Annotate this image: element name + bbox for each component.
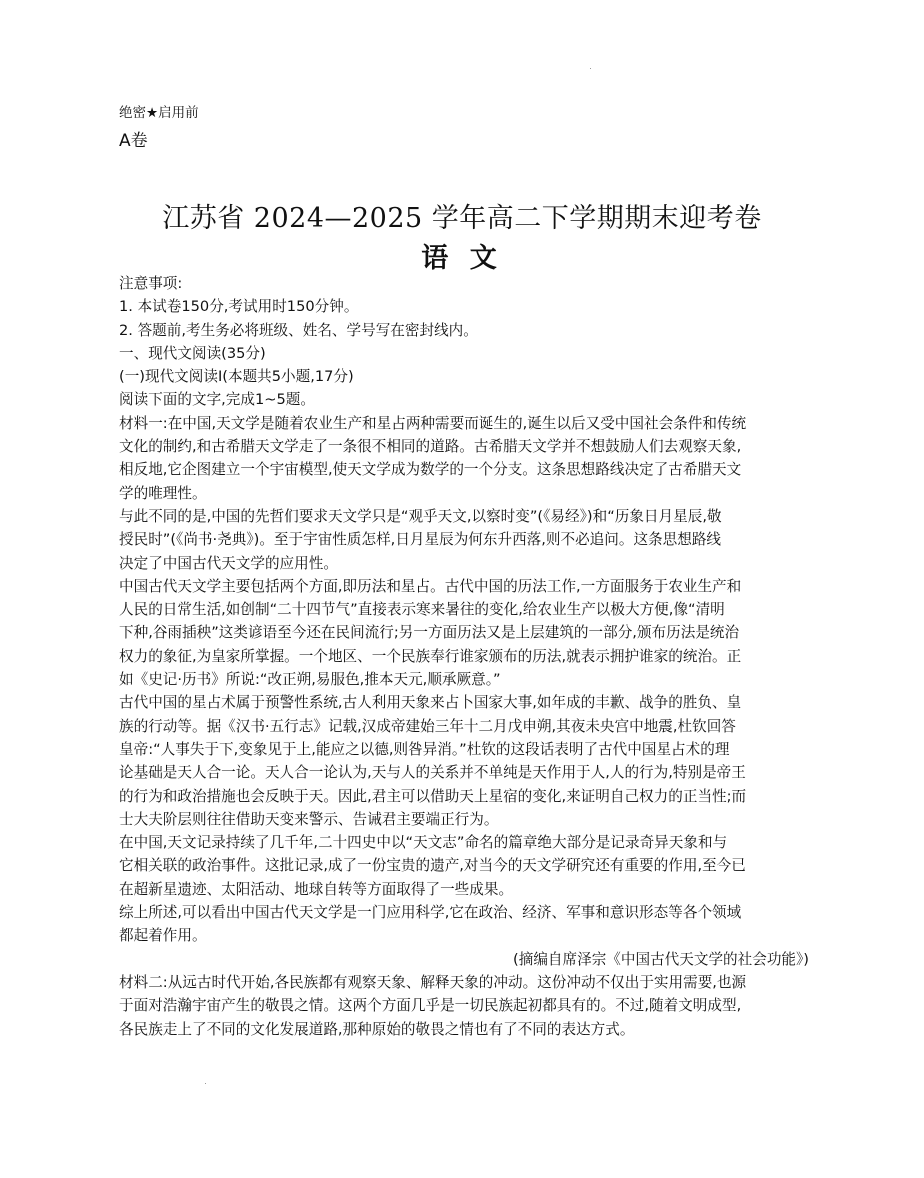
text-line: 在超新星遗迹、太阳活动、地球自转等方面取得了一些成果。 xyxy=(119,880,514,898)
exam-body xyxy=(119,272,809,1041)
paper-label: A卷 xyxy=(119,131,148,151)
text-line: 士大夫阶层则往往借助天变来警示、告诫君主要端正行为。 xyxy=(119,810,499,828)
text-line: 决定了中国古代天文学的应用性。 xyxy=(119,554,338,572)
text-line: 皇帝:“人事失于下,变象见于上,能应之以德,则咎异消。”杜钦的这段话表明了古代中国星占术的理 xyxy=(119,740,730,758)
text-line: 中国古代天文学主要包括两个方面,即历法和星占。古代中国的历法工作,一方面服务于农业生产和 xyxy=(119,577,742,595)
text-line: 学的唯理性。 xyxy=(119,484,207,502)
text-line: 如《史记·历书》所说:“改正朔,易服色,推本天元,顺承厥意。” xyxy=(119,671,501,689)
speck xyxy=(205,1083,206,1084)
text-line: 阅读下面的文字,完成1~5题。 xyxy=(119,391,315,409)
subsection-heading: (一)现代文阅读Ⅰ(本题共5小题,17分) xyxy=(119,368,354,386)
text-line: 权力的象征,为皇家所掌握。一个地区、一个民族奉行谁家颁布的历法,就表示拥护谁家的统治。正 xyxy=(119,647,742,665)
text-line: 的行为和政治措施也会反映于天。因此,君主可以借助天上星宿的变化,来证明自己权力的正当性;而 xyxy=(119,787,747,805)
text-line: 各民族走上了不同的文化发展道路,那种原始的敬畏之情也有了不同的表达方式。 xyxy=(119,1020,635,1038)
text-line: 论基础是天人合一论。天人合一论认为,天与人的关系并不单纯是天作用于人,人的行为,特别是帝王 xyxy=(119,764,746,782)
text-line: 注意事项: xyxy=(119,275,183,292)
exam-title: 江苏省 2024—2025 学年高二下学期期末迎考卷 xyxy=(162,203,762,234)
text-line: 族的行动等。据《汉书·五行志》记载,汉成帝建始三年十二月戊申朔,其夜未央宫中地震,杜钦回答 xyxy=(119,717,736,735)
text-line: 材料二:从远古时代开始,各民族都有观察天象、解释天象的冲动。这份冲动不仅出于实用需要,也源 xyxy=(119,973,747,991)
text-line: 古代中国的星占术属于预警性系统,古人利用天象来占卜国家大事,如年成的丰歉、战争的胜负、皇 xyxy=(119,694,742,712)
text-line: 在中国,天文记录持续了几千年,二十四史中以“天文志”命名的篇章绝大部分是记录奇异天象和与 xyxy=(119,834,728,852)
text-line: 2. 答题前,考生务必将班级、姓名、学号写在密封线内。 xyxy=(119,321,478,339)
text-line: 1. 本试卷150分,考试用时150分钟。 xyxy=(119,298,359,316)
text-line: 人民的日常生活,如创制“二十四节气”直接表示寒来暑往的变化,给农业生产以极大方便,像“清明 xyxy=(119,601,725,619)
text-line: 都起着作用。 xyxy=(119,927,207,945)
speck xyxy=(590,68,591,69)
text-line: 文化的制约,和古希腊天文学走了一条很不相同的道路。古希腊天文学并不想鼓励人们去观察天象, xyxy=(119,438,742,456)
text-line: 于面对浩瀚宇宙产生的敬畏之情。这两个方面几乎是一切民族起初都具有的。不过,随着文明成型, xyxy=(119,997,742,1015)
text-line: 综上所述,可以看出中国古代天文学是一门应用科学,它在政治、经济、军事和意识形态等各个领域 xyxy=(119,904,742,922)
text-line: 与此不同的是,中国的先哲们要求天文学只是“观乎天文,以察时变”(《易经》)和“历象日月星辰,敬 xyxy=(119,507,722,525)
text-line: 下种,谷雨插秧”这类谚语至今还在民间流行;另一方面历法又是上层建筑的一部分,颁布历法是统治 xyxy=(119,624,740,642)
secret-mark: 绝密★启用前 xyxy=(119,105,199,121)
subject-title: 语 文 xyxy=(421,243,503,274)
text-line: 材料一:在中国,天文学是随着农业生产和星占两种需要而诞生的,诞生以后又受中国社会条件和传统 xyxy=(119,414,747,432)
text-line: 它相关联的政治事件。这批记录,成了一份宝贵的遗产,对当今的天文学研究还有重要的作用,至今已 xyxy=(119,857,746,875)
section-heading: 一、现代文阅读(35分) xyxy=(119,344,266,362)
text-line: 授民时”(《尚书·尧典》)。至于宇宙性质怎样,日月星辰为何东升西落,则不必追问。这条思想路线 xyxy=(119,531,722,549)
source-citation: (摘编自席泽宗《中国古代天文学的社会功能》) xyxy=(513,950,809,968)
text-line: 相反地,它企图建立一个宇宙模型,使天文学成为数学的一个分支。这条思想路线决定了古希腊天文 xyxy=(119,461,742,479)
